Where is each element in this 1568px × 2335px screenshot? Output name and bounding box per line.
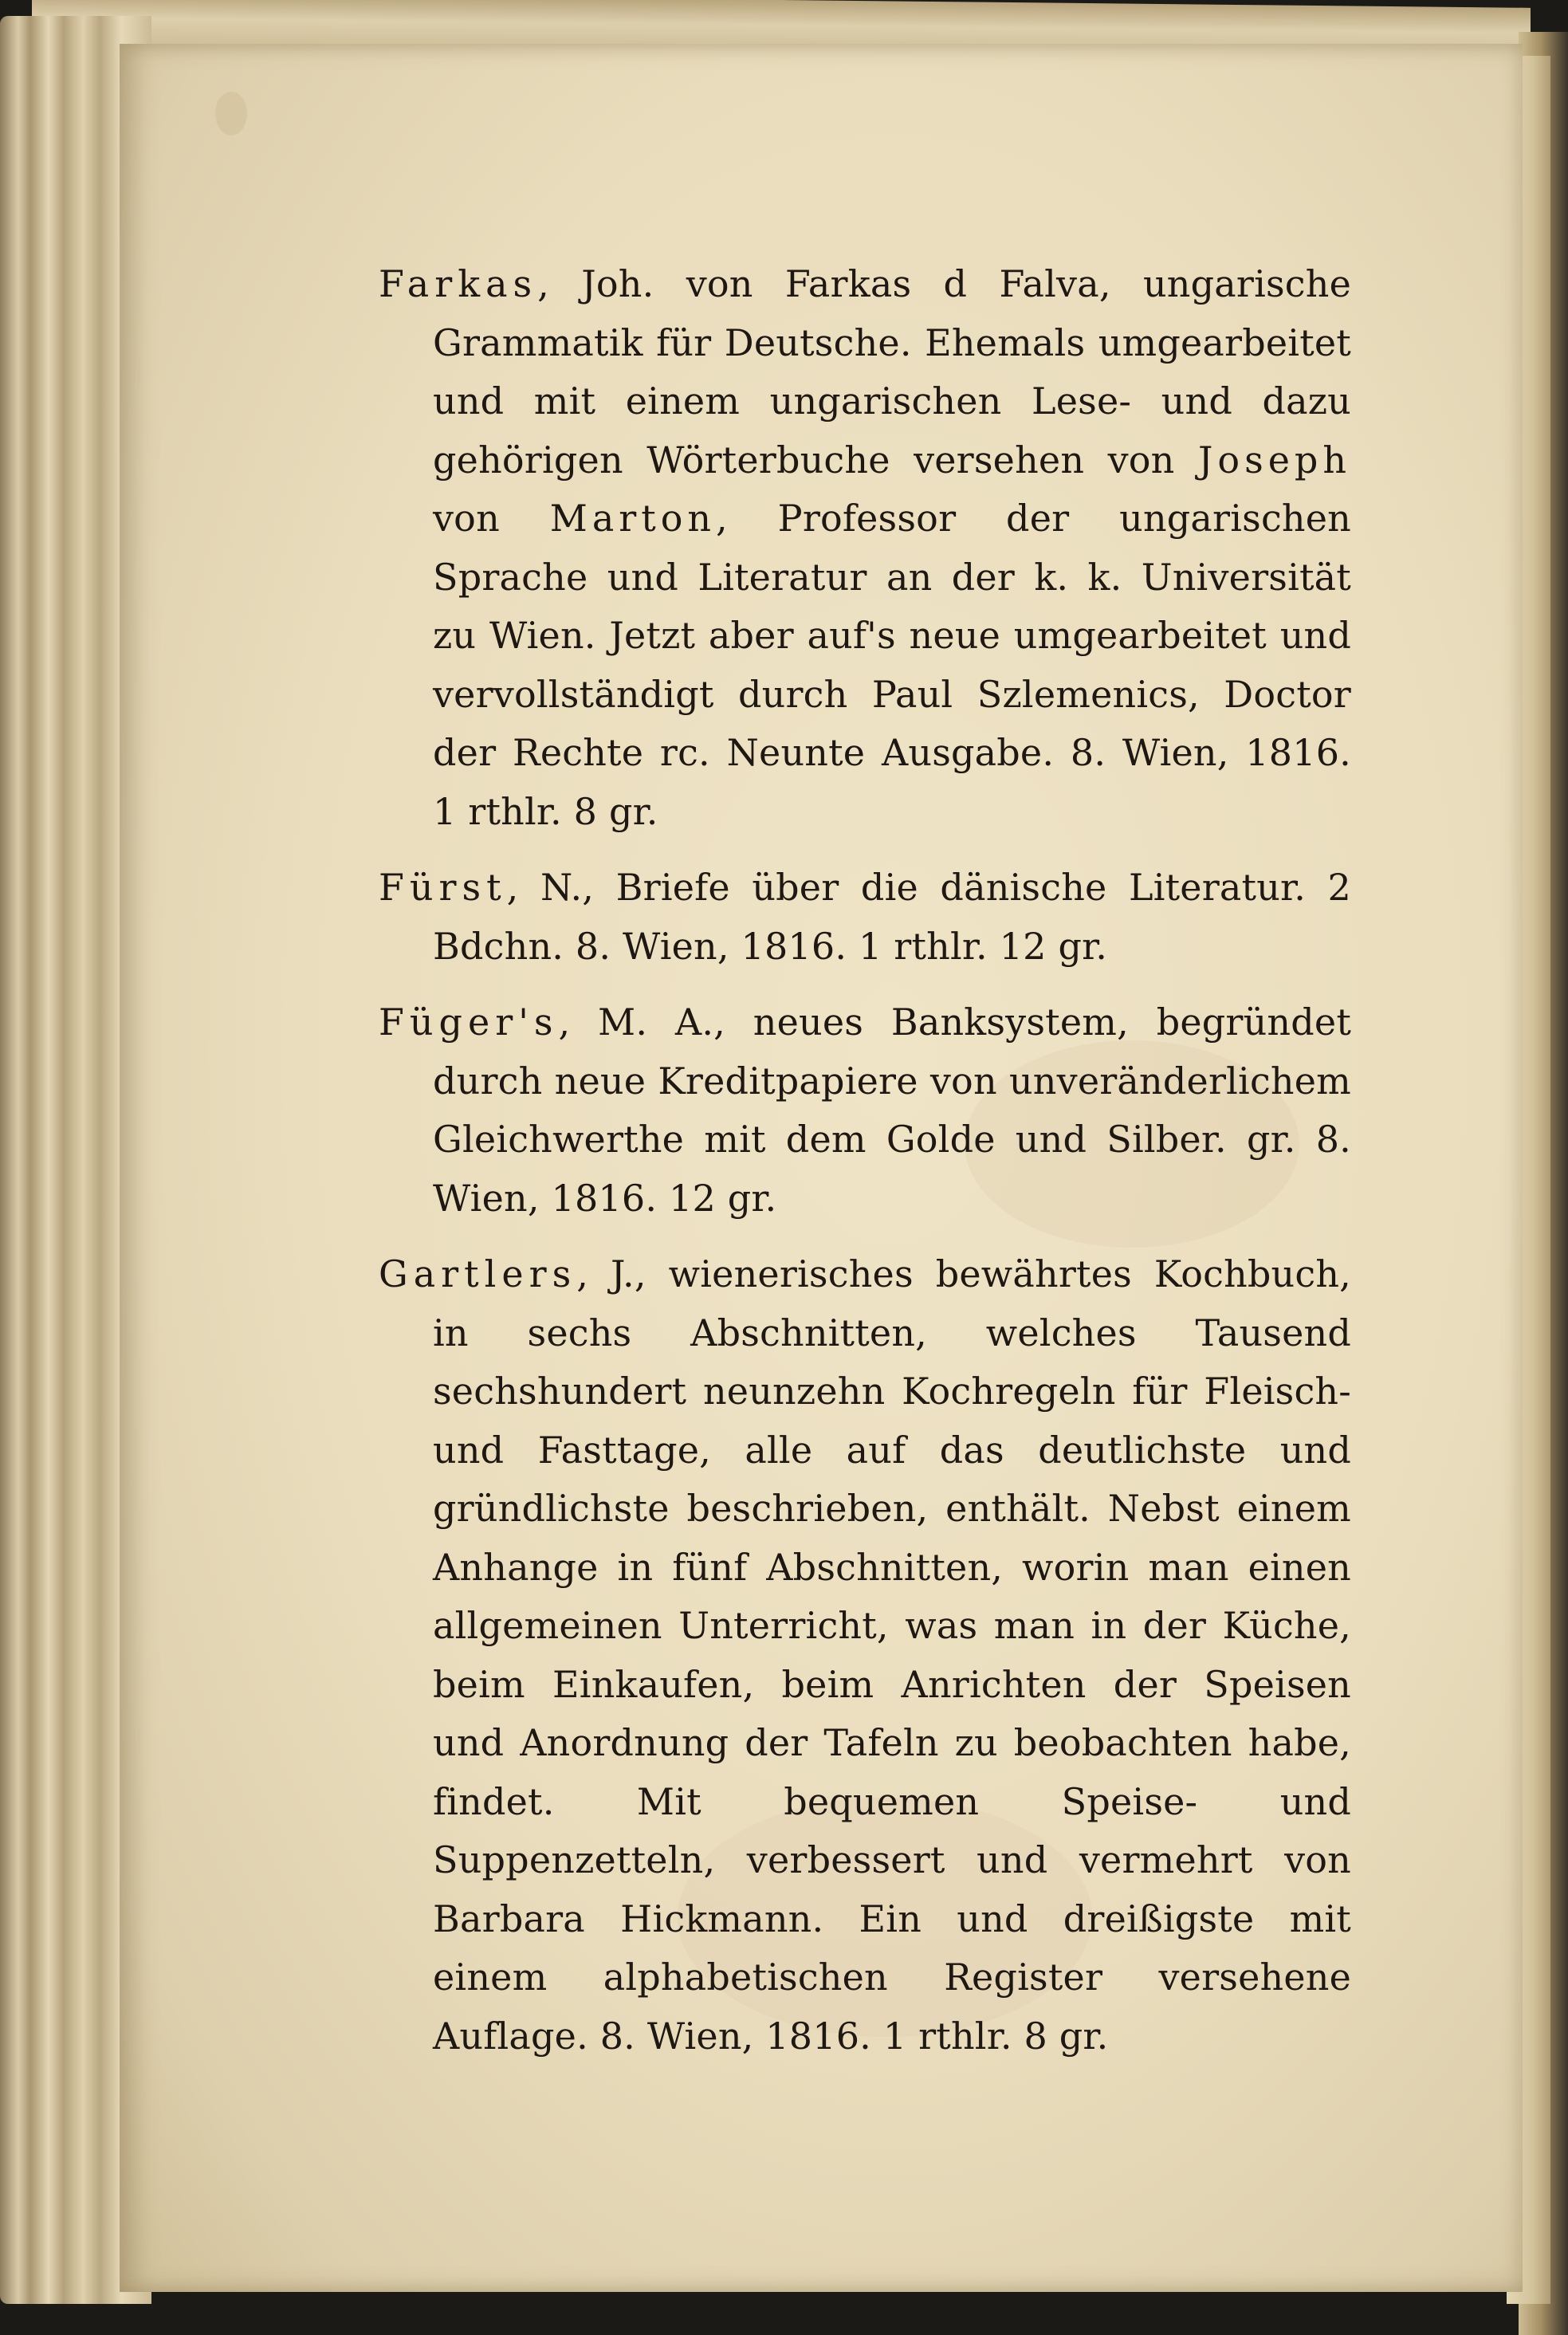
entry-text: , J., wienerisches bewährtes Kochbuch, in sechs Abschnitten, welches Tausend sechshundert neunzehn Kochregeln für Fleisch- und Fasttage, alle auf das deutlichste und gründlichste beschrieben, enthält. Nebst einem Anhange in fünf Abschnitten, worin man einen allgemeinen Unterricht, was man in der Küche, beim Einkaufen, beim Anrichten der Speisen und Anordnung der Tafeln zu beobachten habe, findet. Mit bequemen Speise- und Suppenzetteln, verbessert und vermehrt von Barbara Hickmann. Ein und dreißigste mit einem alphabetischen Register versehene Auflage. 8. Wien, 1816. 1 rthlr. 8 gr. (433, 1252, 1351, 2058)
catalog-entry (379, 255, 1351, 841)
entry-text: von (433, 497, 550, 540)
entry-author: Farkas (379, 262, 538, 305)
catalog-text (379, 255, 1351, 2083)
entry-text: , Professor der ungarischen Sprache und Literatur an der k. k. Universität zu Wien. Jetzt aber auf's neue umgearbeitet und vervollständigt durch Paul Szlemenics, Doctor der Rechte rc. Neunte Ausgabe. 8. Wien, 1816. 1 rthlr. 8 gr. (433, 497, 1351, 833)
entry-author: Gartlers (379, 1252, 577, 1295)
entry-author: Füger's (379, 1000, 559, 1044)
catalog-entry (379, 859, 1351, 976)
entry-text: , M. A., neues Banksystem, begründet durch neue Kreditpapiere von unveränderlichem Gleichwerthe mit dem Golde und Silber. gr. 8. Wien, 1816. 12 gr. (433, 1000, 1351, 1220)
paper-stain (215, 92, 247, 136)
entry-spaced-name: Joseph (1197, 438, 1351, 482)
entry-author: Fürst (379, 866, 507, 909)
catalog-entry (379, 1245, 1351, 2066)
entry-text: , Joh. von Farkas d Falva, ungarische Grammatik für Deutsche. Ehemals umgearbeitet und mit einem ungarischen Lese- und dazu gehörigen Wörterbuche versehen von (433, 262, 1351, 482)
entry-spaced-name: Marton (549, 497, 717, 540)
catalog-entry (379, 993, 1351, 1228)
entry-text: , N., Briefe über die dänische Literatur. 2 Bdchn. 8. Wien, 1816. 1 rthlr. 12 gr. (433, 866, 1351, 968)
